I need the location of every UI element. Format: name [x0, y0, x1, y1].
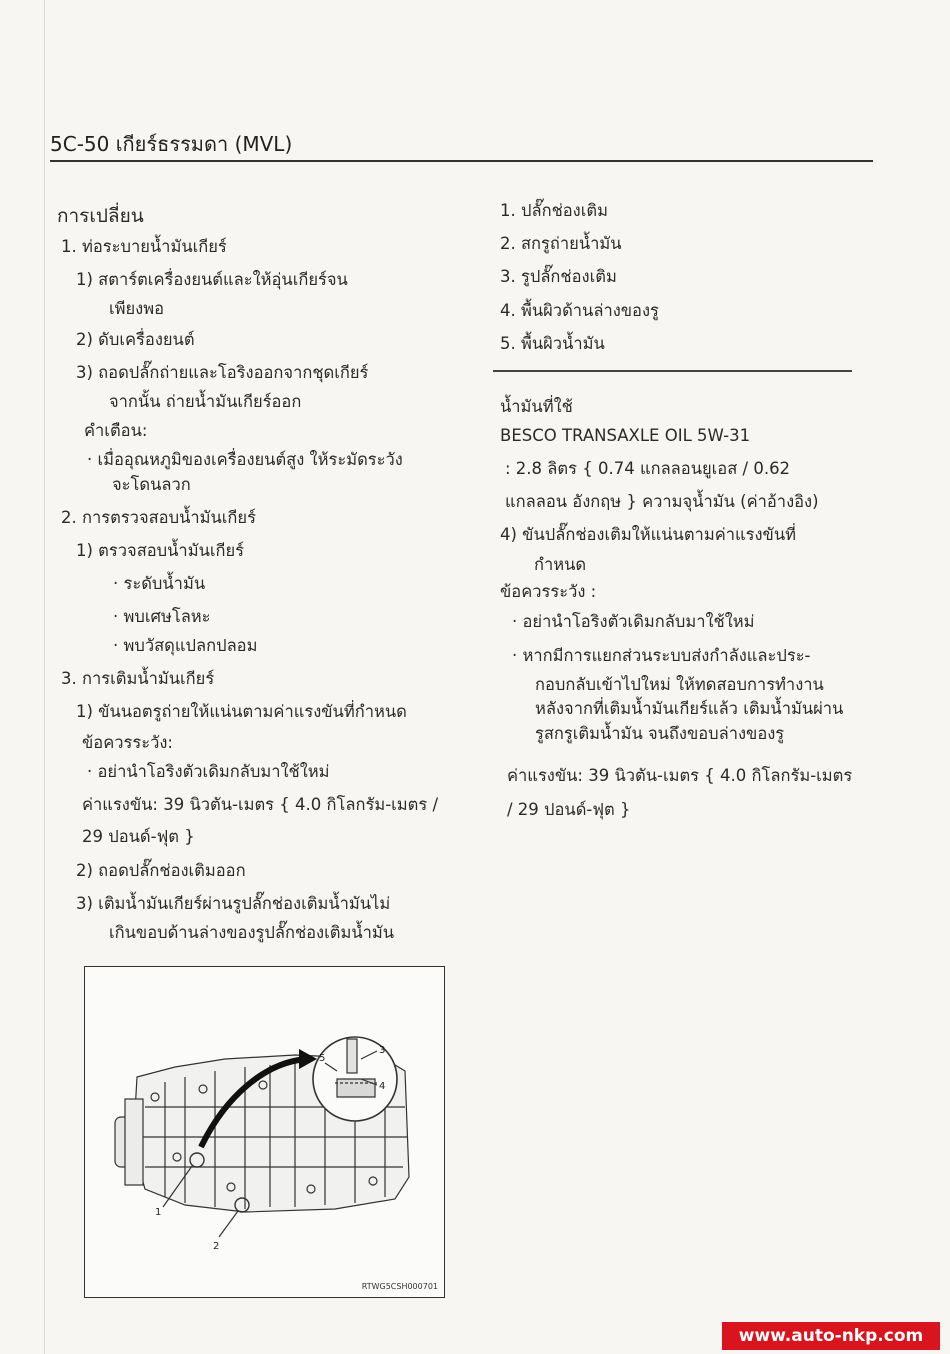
step-4-line1: 4) ขันปลั๊กช่องเติมให้แน่นตามค่าแรงขันที่: [500, 525, 796, 544]
caution-left-1: · อย่านำโอริงตัวเดิมกลับมาใช้ใหม่: [87, 762, 330, 781]
capacity-line2: แกลลอน อังกฤษ } ความจุน้ำมัน (ค่าอ้างอิง): [505, 492, 819, 511]
torque-right-line1: ค่าแรงขัน: 39 นิวตัน-เมตร { 4.0 กิโลกรัม-เมตร: [507, 766, 853, 785]
step-1-1-line1: 1) สตาร์ตเครื่องยนต์และให้อุ่นเกียร์จน: [76, 270, 348, 289]
step-3-1: 1) ขันนอตรูถ่ายให้แน่นตามค่าแรงขันที่กำหนด: [76, 702, 407, 721]
caution-label-left: ข้อควรระวัง:: [82, 733, 173, 752]
page-header: 5C-50 เกียร์ธรรมดา (MVL): [50, 132, 293, 156]
legend-item-3: 3. รูปลั๊กช่องเติม: [500, 267, 617, 286]
footer-url-link[interactable]: www.auto-nkp.com: [722, 1322, 940, 1350]
page-edge: [44, 0, 45, 1354]
step-2-bullet-3: · พบวัสดุแปลกปลอม: [113, 636, 258, 655]
step-3-3-line2: เกินขอบด้านล่างของรูปลั๊กช่องเติมน้ำมัน: [109, 923, 395, 942]
capacity-line1: : 2.8 ลิตร { 0.74 แกลลอนยูเอส / 0.62: [505, 459, 791, 478]
torque-left-line1: ค่าแรงขัน: 39 นิวตัน-เมตร { 4.0 กิโลกรัม-เมตร /: [82, 795, 439, 814]
warning-line1: · เมื่ออุณหภูมิของเครื่องยนต์สูง ให้ระมัดระวัง: [87, 450, 403, 469]
caution-right-2-line3: หลังจากที่เติมน้ำมันเกียร์แล้ว เติมน้ำมันผ่าน: [535, 699, 844, 718]
section-divider: [493, 370, 852, 372]
figure-code: RTWG5CSH000701: [361, 1282, 438, 1291]
step-1-3-line2: จากนั้น ถ่ายน้ำมันเกียร์ออก: [109, 392, 302, 411]
callout-4: 4: [379, 1081, 386, 1092]
legend-item-2: 2. สกรูถ่ายน้ำมัน: [500, 234, 622, 253]
step-4-line2: กำหนด: [534, 555, 587, 574]
step-1-1-line2: เพียงพอ: [109, 299, 165, 318]
step-1-3-line1: 3) ถอดปลั๊กถ่ายและโอริงออกจากชุดเกียร์: [76, 363, 369, 382]
step-2-bullet-1: · ระดับน้ำมัน: [113, 574, 206, 593]
torque-right-line2: / 29 ปอนด์-ฟุต }: [507, 800, 631, 819]
step-3-heading: 3. การเติมน้ำมันเกียร์: [61, 669, 215, 688]
oil-label: น้ำมันที่ใช้: [500, 397, 573, 416]
torque-left-line2: 29 ปอนด์-ฟุต }: [82, 827, 195, 846]
callout-5: 5: [319, 1053, 326, 1064]
caution-label-right: ข้อควรระวัง :: [500, 582, 597, 601]
legend-item-5: 5. พื้นผิวน้ำมัน: [500, 334, 605, 353]
warning-label: คำเตือน:: [84, 421, 148, 440]
step-2-bullet-2: · พบเศษโลหะ: [113, 607, 211, 626]
transmission-drawing: [85, 967, 444, 1297]
oil-name: BESCO TRANSAXLE OIL 5W-31: [500, 426, 751, 445]
callout-2: 2: [213, 1241, 220, 1252]
step-3-2: 2) ถอดปลั๊กช่องเติมออก: [76, 861, 246, 880]
section-title: การเปลี่ยน: [57, 205, 144, 227]
step-2-1: 1) ตรวจสอบน้ำมันเกียร์: [76, 541, 245, 560]
step-1-heading: 1. ท่อระบายน้ำมันเกียร์: [61, 237, 227, 256]
header-rule: [50, 160, 873, 162]
step-2-heading: 2. การตรวจสอบน้ำมันเกียร์: [61, 508, 256, 527]
legend-item-4: 4. พื้นผิวด้านล่างของรู: [500, 301, 659, 320]
callout-1: 1: [155, 1207, 162, 1218]
step-1-2: 2) ดับเครื่องยนต์: [76, 330, 195, 349]
caution-right-2-line1: · หากมีการแยกส่วนระบบส่งกำลังและประ-: [512, 646, 811, 665]
warning-line2: จะโดนลวก: [112, 475, 191, 494]
caution-right-1: · อย่านำโอริงตัวเดิมกลับมาใช้ใหม่: [512, 612, 755, 631]
caution-right-2-line4: รูสกรูเติมน้ำมัน จนถึงขอบล่างของรู: [535, 724, 785, 743]
legend-item-1: 1. ปลั๊กช่องเติม: [500, 201, 608, 220]
callout-3: 3: [379, 1045, 386, 1056]
step-3-3-line1: 3) เติมน้ำมันเกียร์ผ่านรูปลั๊กช่องเติมน้ำมันไม่: [76, 894, 391, 913]
caution-right-2-line2: กอบกลับเข้าไปใหม่ ให้ทดสอบการทำงาน: [535, 675, 824, 694]
transmission-figure: [84, 966, 445, 1298]
